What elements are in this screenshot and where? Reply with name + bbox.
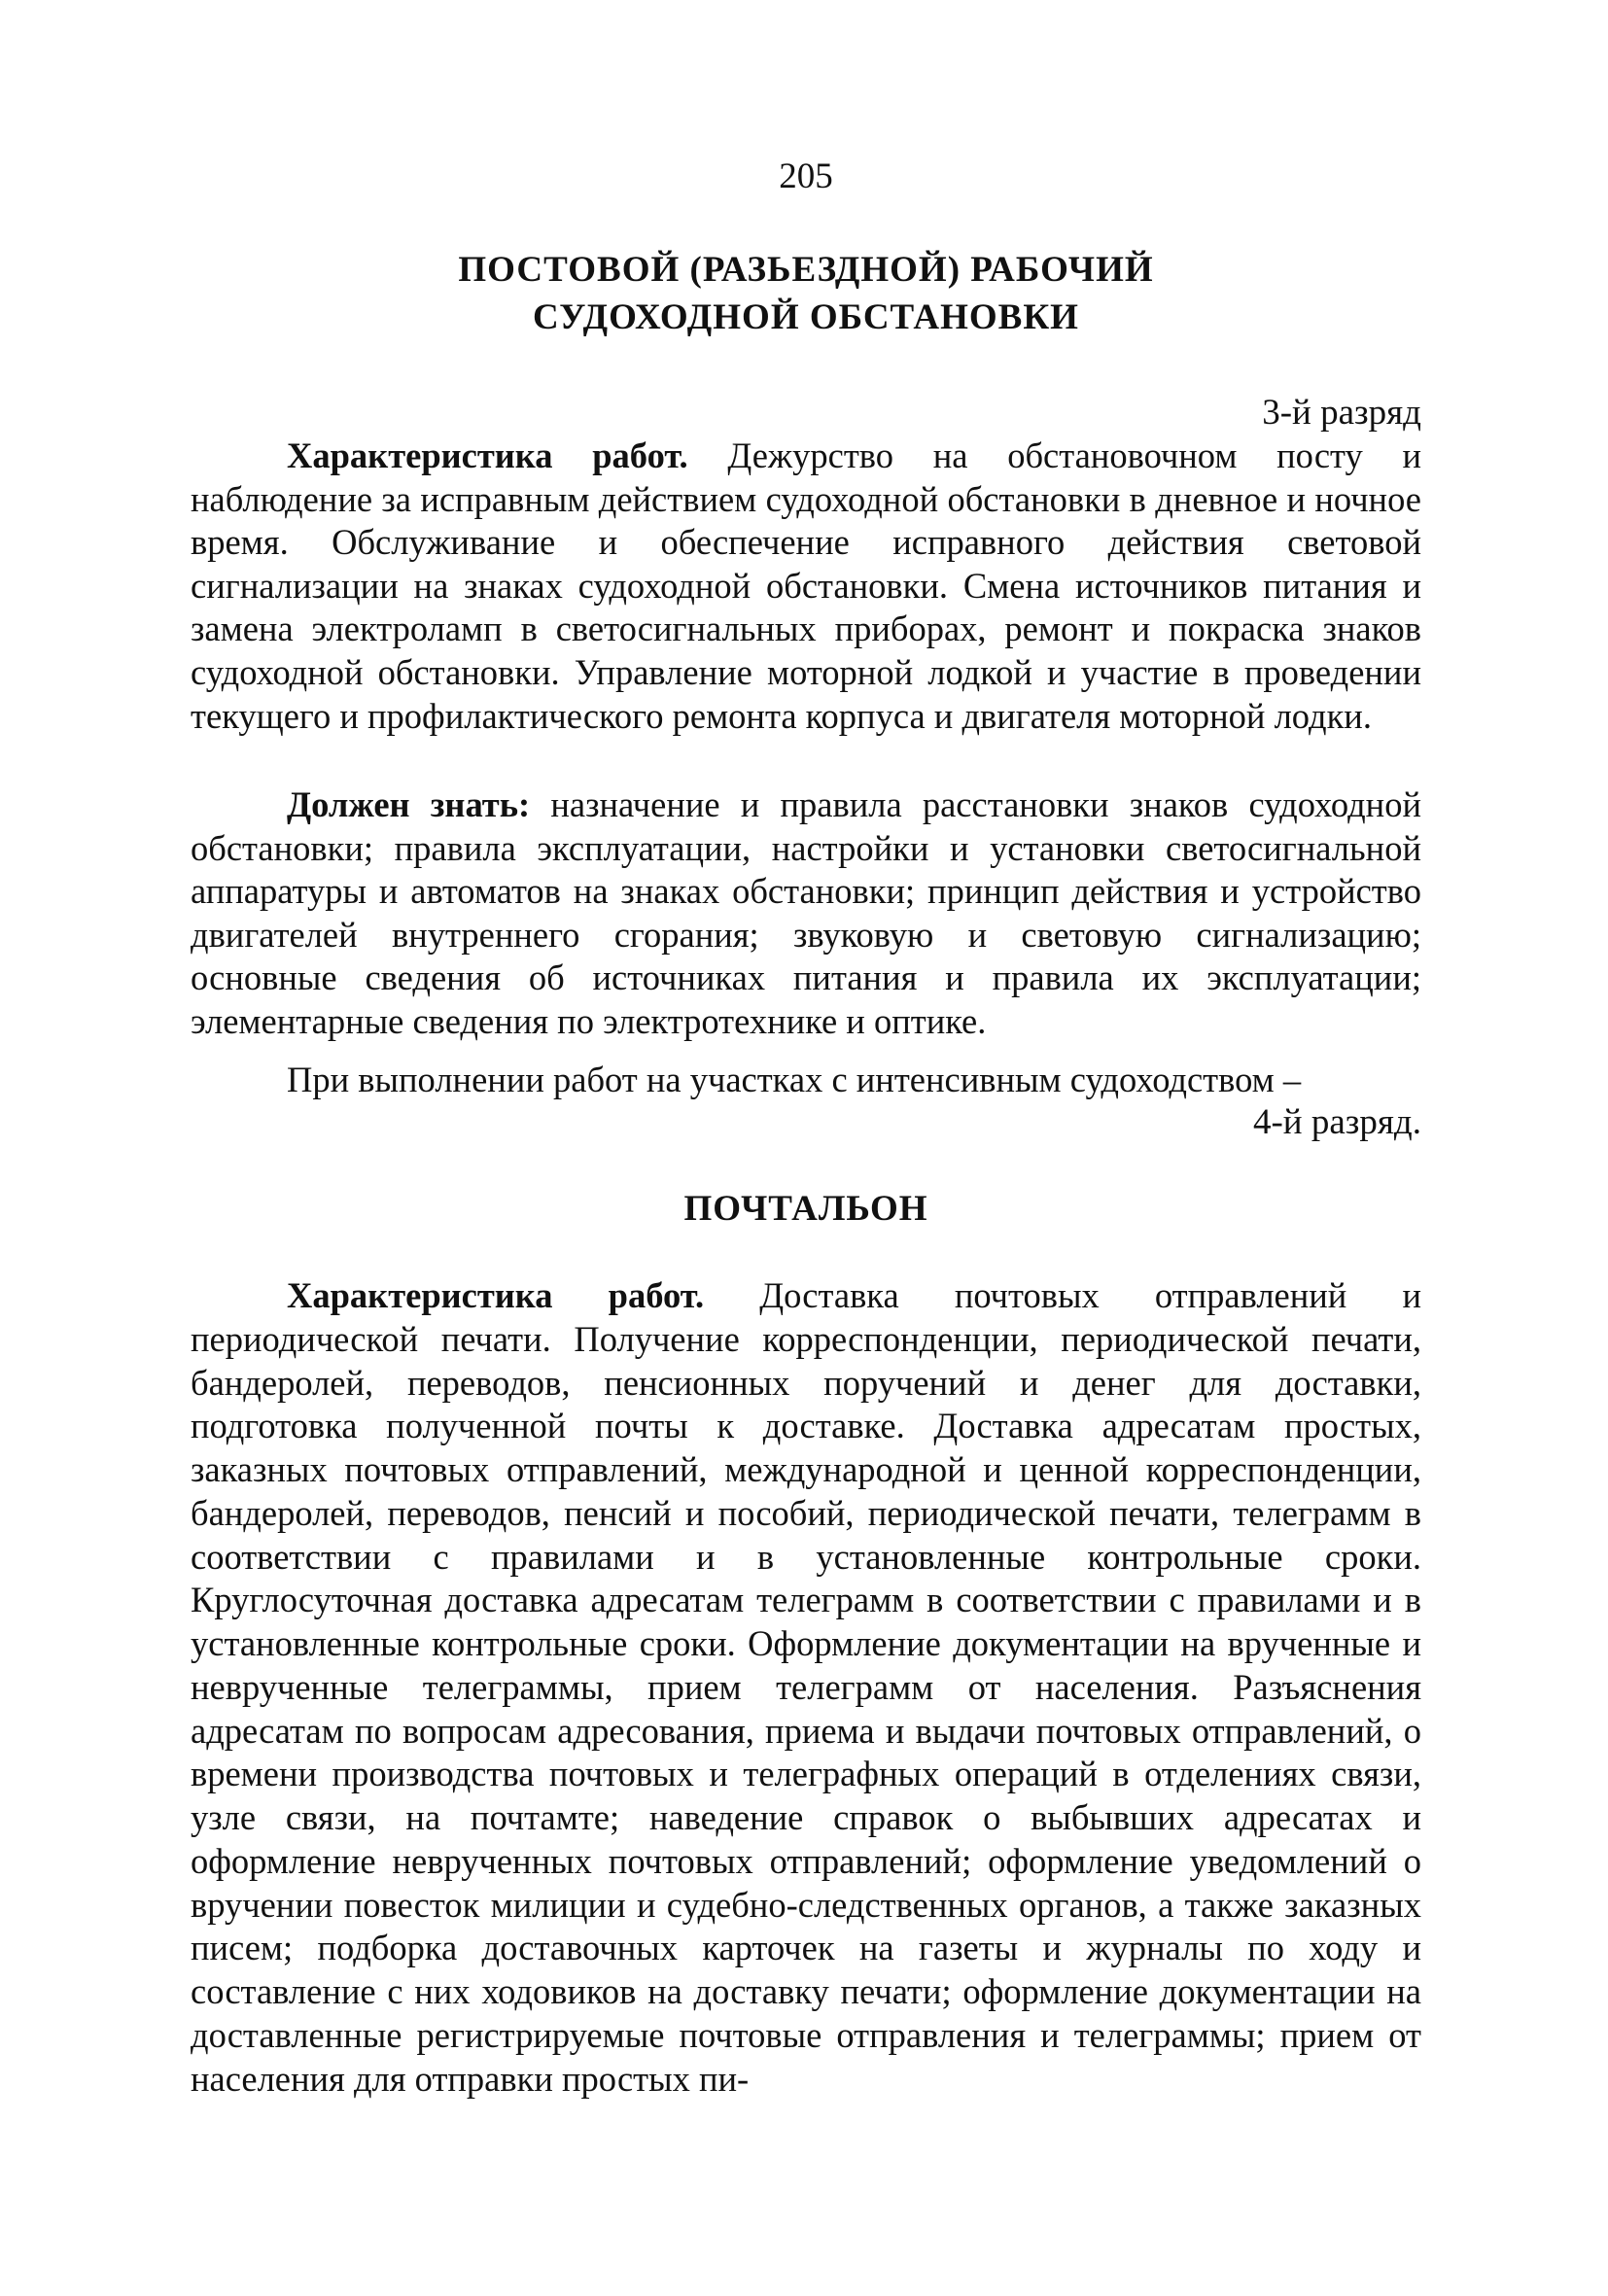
condition-text: При выполнении работ на участках с интенсивным судоходством –: [287, 1060, 1302, 1099]
characteristics-paragraph: [191, 435, 1421, 738]
characteristics-label: Характеристика работ.: [287, 435, 688, 475]
knowledge-paragraph: [191, 783, 1421, 1044]
section-title-line2: СУДОХОДНОЙ ОБСТАНОВКИ: [533, 297, 1079, 337]
knowledge-label: Должен знать:: [287, 784, 531, 824]
grade-label: 3-й разряд: [1262, 393, 1421, 433]
characteristics-text: Дежурство на обстановочном посту и наблюдение за исправным действием судоходной обстановки в дневное и ночное время. Обслуживание и обеспечение исправного действия световой сигнализации на знаках судоходной обстановки. Смена источников питания и замена электроламп в светосигнальных приборах, ремонт и покраска знаков судоходной обстановки. Управление моторной лодкой и участие в проведении текущего и профилактического ремонта корпуса и двигателя моторной лодки.: [191, 435, 1422, 736]
condition-paragraph: [191, 1059, 1421, 1102]
knowledge-text: назначение и правила расстановки знаков судоходной обстановки; правила эксплуатации, настройки и установки светосигнальной аппаратуры и автоматов на знаках обстановки; принцип действия и устройство двигателей внутреннего сгорания; звуковую и световую сигнализацию; основные сведения об источниках питания и правила их эксплуатации; элементарные сведения по электротехнике и оптике.: [191, 784, 1421, 1041]
postman-characteristics-label: Характеристика работ.: [287, 1275, 705, 1315]
section-title-line1: ПОСТОВОЙ (РАЗЬЕЗДНОЙ) РАБОЧИЙ: [458, 250, 1154, 290]
postman-characteristics-text: Доставка почтовых отправлений и периодической печати. Получение корреспонденции, периодической печати, бандеролей, переводов, пенсионных поручений и денег для доставки, подготовка полученной почты к доставке. Доставка адресатам простых, заказных почтовых отправлений, международной и ценной корреспонденции, бандеролей, переводов, пенсий и пособий, периодической печати, телеграмм в соответствии с правилами и в установленные контрольные сроки. Круглосуточная доставка адресатам телеграмм в соответствии с правилами и в установленные контрольные сроки. Оформление документации на врученные и неврученные телеграммы, прием телеграмм от населения. Разъяснения адресатам по вопросам адресования, приема и выдачи почтовых отправлений, о времени производства почтовых и телеграфных операций в отделениях связи, узле связи, на почтамте; наведение справок о выбывших адресатах и оформление неврученных почтовых отправлений; оформление уведомлений о вручении повесток милиции и судебно-следственных органов, а также заказных писем; подборка доставочных карточек на газеты и журналы по ходу и составление с них ходовиков на доставку печати; оформление документации на доставленные регистрируемые почтовые отправления и телеграммы; прием от населения для отправки простых пи-: [191, 1275, 1422, 2099]
page-number: 205: [779, 157, 833, 196]
condition-grade: 4-й разряд.: [1252, 1102, 1421, 1142]
section2-title: ПОЧТАЛЬОН: [683, 1189, 928, 1229]
postman-characteristics-paragraph: [191, 1274, 1421, 2101]
